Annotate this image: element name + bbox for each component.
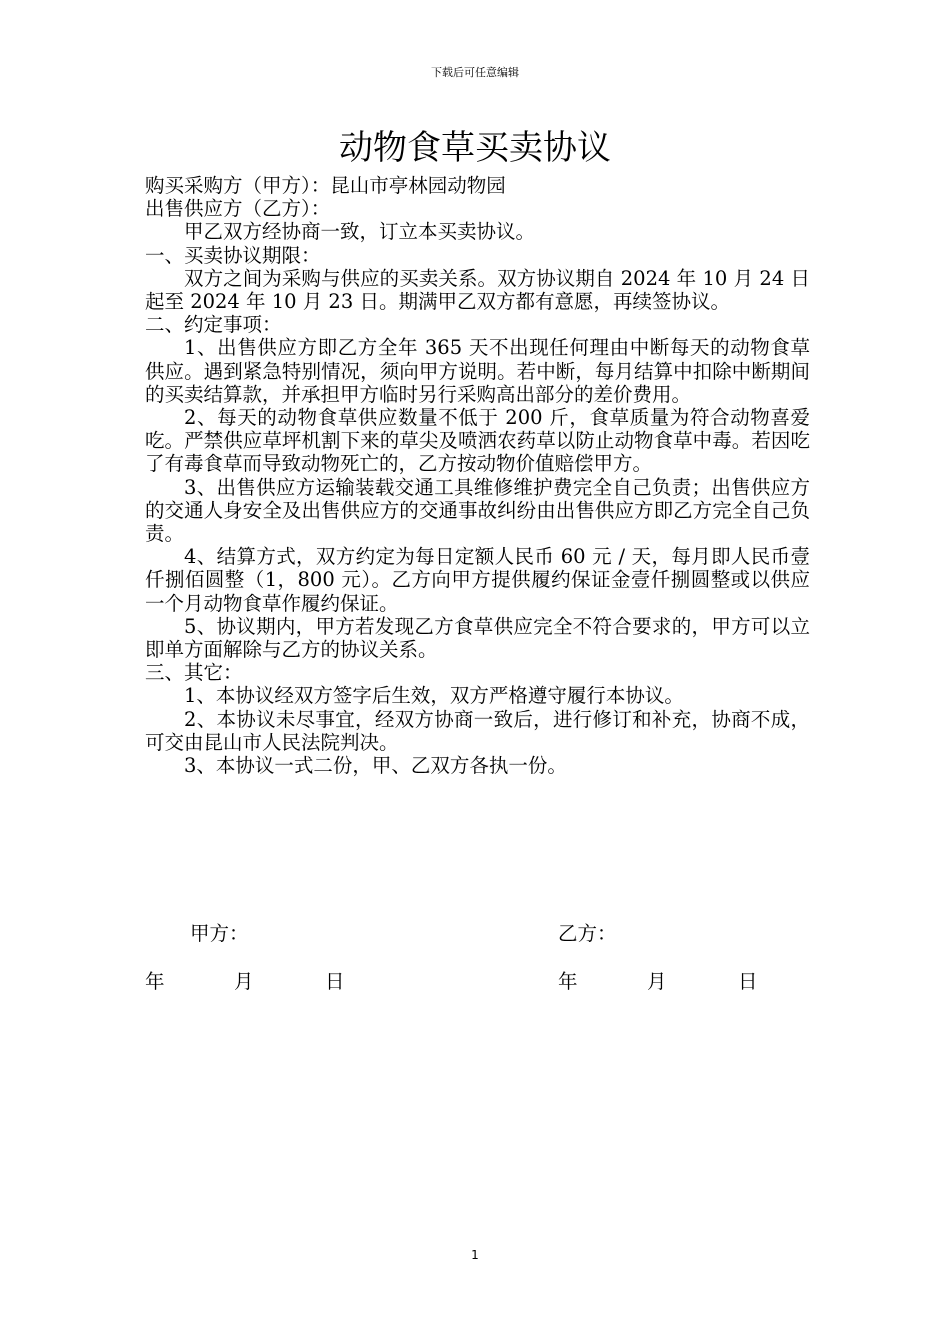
party-b-date-day: 日	[738, 970, 758, 993]
section-3-heading: 三、其它：	[145, 661, 243, 685]
section-3-item-2: 2、本协议未尽事宜，经双方协商一致后，进行修订和补充，协商不成，可交由昆山市人民法院判决。	[145, 707, 810, 754]
party-a-signature-label: 甲方：	[190, 922, 249, 945]
agreement-body	[145, 174, 810, 777]
party-b-date-year: 年	[558, 970, 578, 993]
section-2-item-1: 1、出售供应方即乙方全年 365 天不出现任何理由中断每天的动物食草供应。遇到紧急特别情况，须向甲方说明。若中断，每月结算中扣除中断期间的买卖结算款，并承担甲方临时另行采购高出部分的差价费用。	[145, 336, 810, 406]
section-1-paragraph-1: 双方之间为采购与供应的买卖关系。双方协议期自 2024 年 10 月 24 日起至 2024 年 10 月 23 日。期满甲乙双方都有意愿，再续签协议。	[145, 266, 810, 314]
seller-party-line: 出售供应方（乙方）：	[145, 197, 331, 221]
party-b-date-month: 月	[647, 970, 667, 993]
party-a-date-month: 月	[234, 970, 254, 993]
party-a-date-year: 年	[145, 970, 165, 993]
section-2-item-5: 5、协议期内，甲方若发现乙方食草供应完全不符合要求的，甲方可以立即单方面解除与乙方的协议关系。	[145, 614, 810, 662]
page-header-note: 下载后可任意编辑	[431, 66, 519, 79]
party-b-signature-label: 乙方：	[558, 922, 617, 945]
section-2-item-3: 3、出售供应方运输装载交通工具维修维护费完全自己负责；出售供应方的交通人身安全及出售供应方的交通事故纠纷由出售供应方即乙方完全自己负责。	[145, 475, 810, 546]
buyer-party-line: 购买采购方（甲方）：昆山市亭林园动物园	[145, 174, 506, 197]
section-2-item-4: 4、结算方式，双方约定为每日定额人民币 60 元 / 天，每月即人民币壹仟捌佰圆整（1，800 元）。乙方向甲方提供履约保证金壹仟捌圆整或以供应一个月动物食草作履约保证。	[145, 545, 810, 615]
page-number: 1	[471, 1248, 479, 1262]
section-2-heading: 二、约定事项：	[145, 313, 282, 337]
section-1-heading: 一、买卖协议期限：	[145, 243, 321, 267]
section-3-item-3: 3、本协议一式二份，甲、乙双方各执一份。	[184, 754, 567, 778]
party-a-date-day: 日	[325, 970, 345, 993]
document-title: 动物食草买卖协议	[339, 128, 611, 168]
intro-paragraph: 甲乙双方经协商一致，订立本买卖协议。	[184, 220, 536, 244]
section-3-item-1: 1、本协议经双方签字后生效，双方严格遵守履行本协议。	[184, 684, 684, 708]
section-2-item-2: 2、每天的动物食草供应数量不低于 200 斤，食草质量为符合动物喜爱吃。严禁供应草坪机割下来的草尖及喷洒农药草以防止动物食草中毒。若因吃了有毒食草而导致动物死亡的，乙方按动物价值赔偿甲方。	[145, 406, 810, 476]
